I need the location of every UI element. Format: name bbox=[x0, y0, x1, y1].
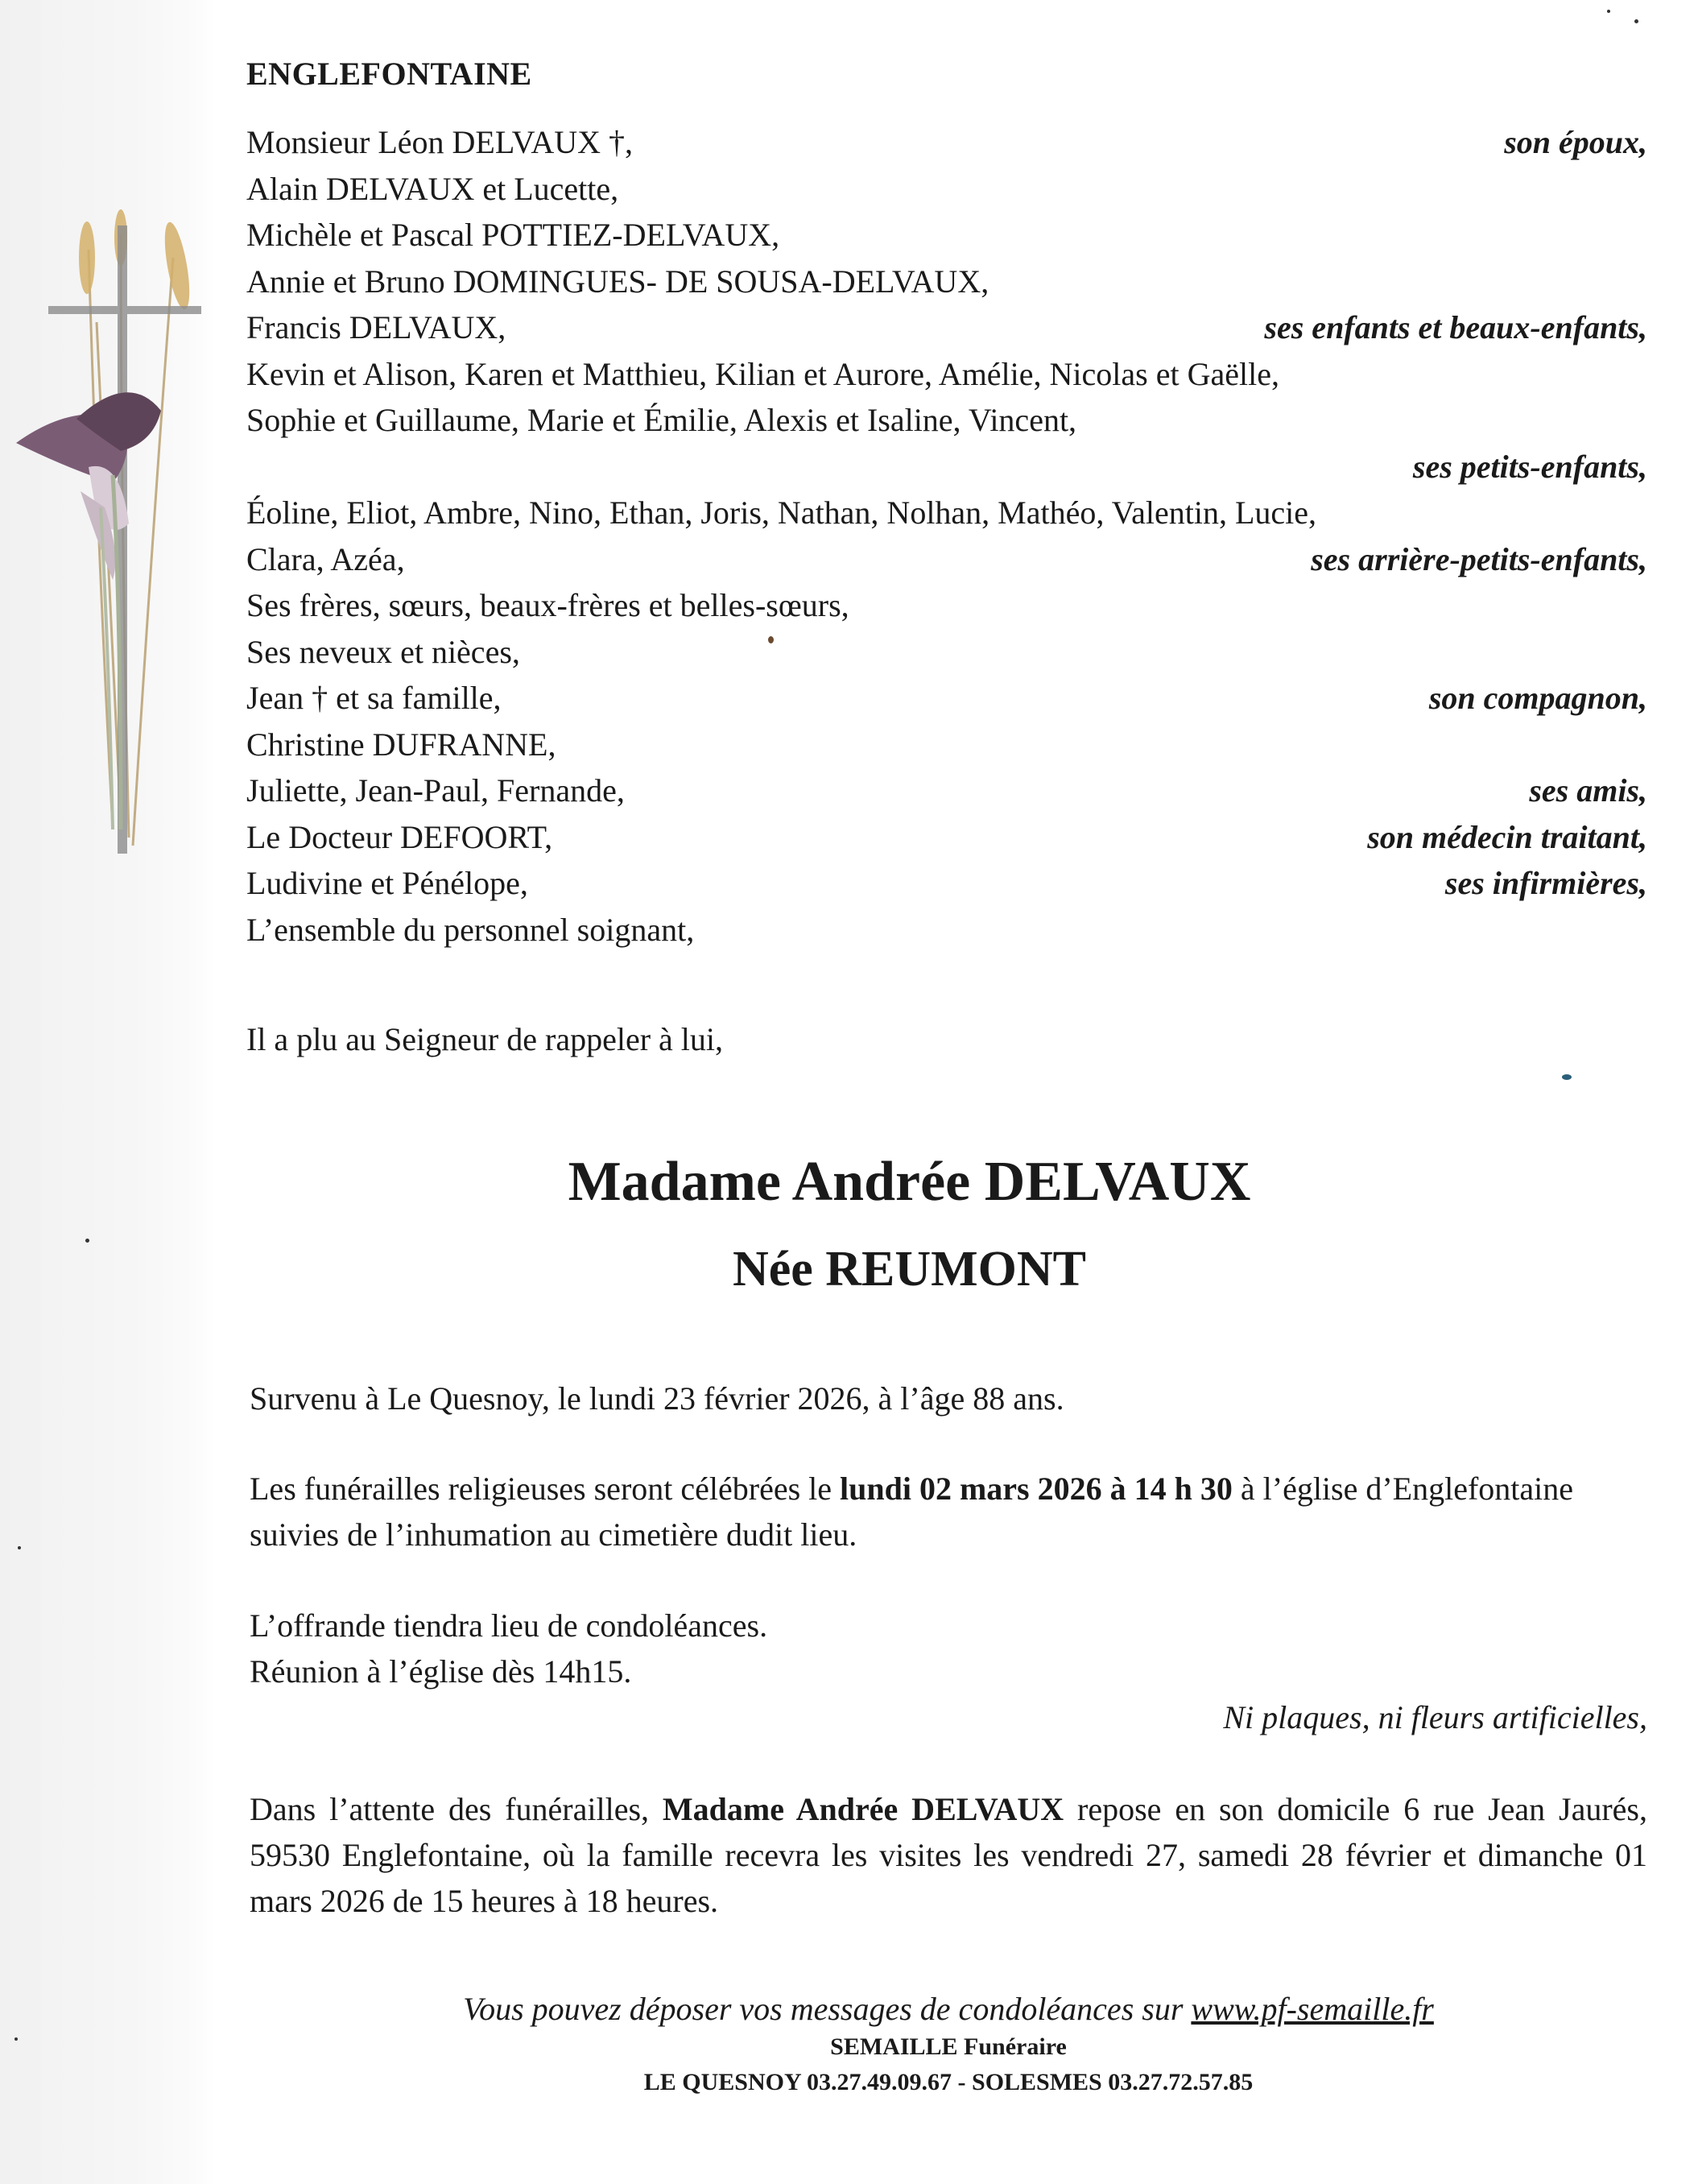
roster-names: Annie et Bruno DOMINGUES- DE SOUSA-DELVAUX, bbox=[246, 263, 989, 300]
visitation-name: Madame Andrée DELVAUX bbox=[662, 1791, 1064, 1827]
condolences-line bbox=[250, 1989, 1647, 2029]
roster-names: Ludivine et Pénélope, bbox=[246, 865, 528, 901]
cross-icon bbox=[48, 225, 201, 854]
roster-names: Jean † et sa famille, bbox=[246, 680, 502, 716]
roster-row bbox=[246, 490, 1647, 536]
funeral-date: lundi 02 mars 2026 à 14 h 30 bbox=[840, 1470, 1233, 1507]
visitation-text-after: repose en son domicile 6 rue Jean Jaurés, 59530 Englefontaine, où la famille recevra les visites les vendredi 27, samedi 28 février et dimanche 01 mars 2026 de 15 heures à 18 heures. bbox=[250, 1791, 1647, 1919]
announcement-intro: Il a plu au Seigneur de rappeler à lui, bbox=[246, 1021, 723, 1057]
scan-speck bbox=[14, 2037, 18, 2041]
roster-names: Clara, Azéa, bbox=[246, 540, 405, 577]
scan-speck bbox=[18, 1546, 21, 1549]
condolences-text: Vous pouvez déposer vos messages de condoléances sur bbox=[463, 1991, 1192, 2027]
offering-paragraph bbox=[250, 1603, 1647, 1694]
roster-names: Ses frères, sœurs, beaux-frères et belles-sœurs, bbox=[246, 587, 849, 623]
roster-names: Francis DELVAUX, bbox=[246, 309, 506, 345]
scan-speck bbox=[85, 1239, 89, 1243]
meeting-line: Réunion à l’église dès 14h15. bbox=[250, 1653, 632, 1690]
roster-row bbox=[246, 212, 1647, 259]
roster-relation: son médecin traitant, bbox=[1367, 818, 1647, 855]
scan-speck bbox=[1607, 10, 1610, 13]
roster-row bbox=[246, 814, 1647, 861]
roster-relation: ses amis, bbox=[1529, 772, 1647, 809]
roster-row bbox=[246, 722, 1647, 768]
roster-relation: ses enfants et beaux-enfants, bbox=[1264, 309, 1647, 345]
roster-relation: ses petits-enfants, bbox=[1412, 448, 1647, 485]
no-flowers-note: Ni plaques, ni fleurs artificielles, bbox=[1223, 1699, 1647, 1735]
roster-names: Ses neveux et nièces, bbox=[246, 633, 520, 670]
deceased-name: Madame Andrée DELVAUX bbox=[568, 1151, 1251, 1213]
roster-names: Sophie et Guillaume, Marie et Émilie, Alexis et Isaline, Vincent, bbox=[246, 402, 1077, 438]
death-notice-paragraph: Survenu à Le Quesnoy, le lundi 23 février 2026, à l’âge 88 ans. bbox=[250, 1380, 1064, 1417]
roster-relation: ses infirmières, bbox=[1444, 865, 1647, 901]
roster-row bbox=[246, 907, 1647, 953]
roster-names: Monsieur Léon DELVAUX †, bbox=[246, 124, 633, 160]
offering-line: L’offrande tiendra lieu de condoléances. bbox=[250, 1607, 768, 1644]
condolences-link[interactable]: www.pf-semaille.fr bbox=[1191, 1991, 1434, 2027]
visitation-paragraph bbox=[250, 1786, 1647, 1924]
roster-row bbox=[246, 119, 1647, 166]
roster-row bbox=[246, 860, 1647, 907]
roster-row bbox=[246, 536, 1647, 583]
company-name: SEMAILLE Funéraire bbox=[830, 2033, 1067, 2060]
roster-names: Alain DELVAUX et Lucette, bbox=[246, 170, 619, 207]
roster-row bbox=[246, 629, 1647, 676]
roster-row bbox=[246, 767, 1647, 814]
roster-names: Éoline, Eliot, Ambre, Nino, Ethan, Joris, Nathan, Nolhan, Mathéo, Valentin, Lucie, bbox=[246, 494, 1317, 531]
scan-speck bbox=[1562, 1074, 1572, 1080]
roster-names: Michèle et Pascal POTTIEZ-DELVAUX, bbox=[246, 217, 780, 253]
cross-lily-wheat-illustration bbox=[0, 201, 216, 862]
lily-flower-icon bbox=[16, 392, 161, 829]
roster-row bbox=[246, 351, 1647, 398]
roster-relation: ses arrière-petits-enfants, bbox=[1311, 540, 1647, 577]
funeral-text-after: à l’église d’Englefontaine suivies de l’inhumation au cimetière dudit lieu. bbox=[250, 1470, 1574, 1553]
funeral-paragraph bbox=[250, 1466, 1647, 1557]
roster-names: Kevin et Alison, Karen et Matthieu, Kilian et Aurore, Amélie, Nicolas et Gaëlle, bbox=[246, 355, 1279, 392]
scan-speck bbox=[1634, 19, 1638, 23]
town-heading: ENGLEFONTAINE bbox=[246, 56, 532, 92]
company-phones: LE QUESNOY 03.27.49.09.67 - SOLESMES 03.27.72.57.85 bbox=[643, 2069, 1254, 2095]
roster-names: Le Docteur DEFOORT, bbox=[246, 818, 553, 855]
visitation-text-before: Dans l’attente des funérailles, bbox=[250, 1791, 663, 1827]
roster-row bbox=[246, 397, 1647, 444]
roster-row bbox=[246, 444, 1647, 490]
roster-row bbox=[246, 675, 1647, 722]
roster-names: Juliette, Jean-Paul, Fernande, bbox=[246, 772, 625, 809]
roster-row bbox=[246, 582, 1647, 629]
roster-row bbox=[246, 304, 1647, 351]
funeral-text-before: Les funérailles religieuses seront célébrées le bbox=[250, 1470, 841, 1507]
family-roster bbox=[246, 119, 1647, 953]
wheat-heads bbox=[79, 209, 194, 311]
roster-relation: son compagnon, bbox=[1428, 680, 1647, 716]
deceased-maiden-name: Née REUMONT bbox=[732, 1242, 1087, 1297]
roster-names: L’ensemble du personnel soignant, bbox=[246, 911, 695, 948]
roster-relation: son époux, bbox=[1504, 124, 1647, 160]
roster-names: Christine DUFRANNE, bbox=[246, 726, 556, 763]
roster-row bbox=[246, 259, 1647, 305]
roster-row bbox=[246, 166, 1647, 213]
